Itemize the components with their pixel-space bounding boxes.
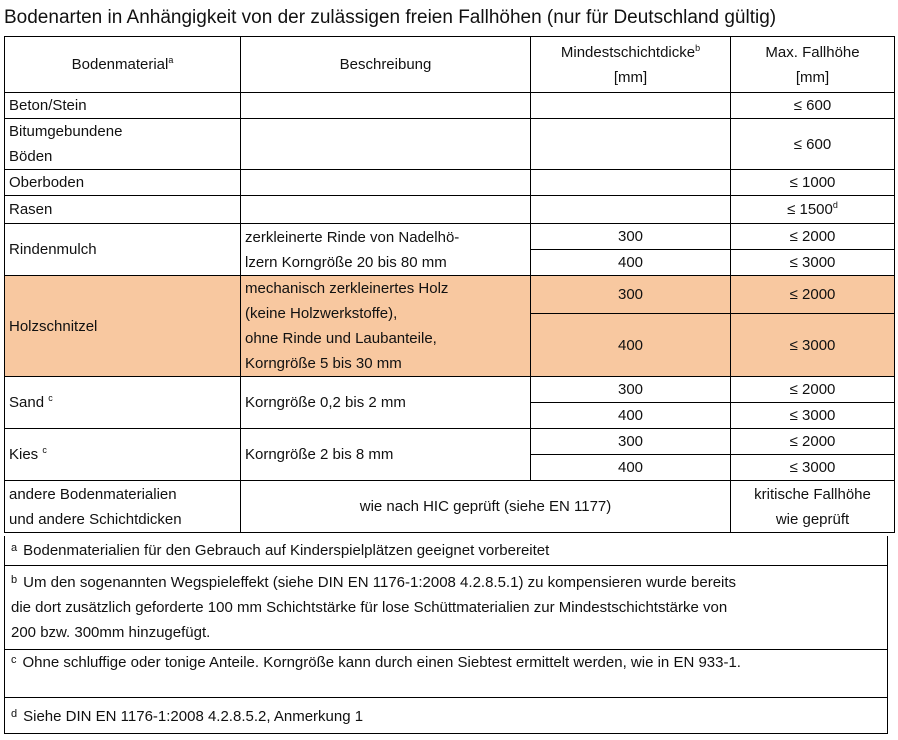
thickness-cell: 300 — [531, 224, 731, 250]
description-cell: Korngröße 0,2 bis 2 mm — [241, 377, 531, 429]
description-cell: mechanisch zerkleinertes Holz (keine Holzwerkstoffe), ohne Rinde und Laubanteile, Korngröße 5 bis 30 mm — [241, 276, 531, 377]
header-description: Beschreibung — [241, 37, 531, 93]
table-row — [5, 377, 895, 403]
material-cell: Sand $^c$ — [5, 377, 241, 429]
material-cell: Beton/Stein — [5, 93, 241, 119]
material-cell: Holzschnitzel — [5, 276, 241, 377]
height-cell: ≤ 3000 — [731, 314, 895, 377]
thickness-cell: 400 — [531, 314, 731, 377]
material-cell: Rasen — [5, 196, 241, 224]
description-cell: Korngröße 2 bis 8 mm — [241, 429, 531, 481]
height-cell: ≤ 3000 — [731, 403, 895, 429]
material-cell: Rindenmulch — [5, 224, 241, 276]
soil-table — [4, 36, 895, 533]
header-row — [5, 37, 895, 93]
height-cell: ≤ 2000 — [731, 429, 895, 455]
table-row — [5, 196, 895, 224]
material-cell: Oberboden — [5, 170, 241, 196]
height-cell: ≤ 2000 — [731, 276, 895, 314]
height-cell: ≤ $1500^d$ — [731, 196, 895, 224]
thickness-cell: 400 — [531, 455, 731, 481]
thickness-cell: 300 — [531, 377, 731, 403]
material-cell: Kies $^c$ — [5, 429, 241, 481]
height-cell: ≤ 2000 — [731, 224, 895, 250]
table-row — [5, 429, 895, 455]
thickness-cell: 400 — [531, 250, 731, 276]
thickness-cell: 400 — [531, 403, 731, 429]
footnote-a: $^a$ Bodenmaterialien für den Gebrauch auf Kinderspielplätzen geeignet vorbereitet — [4, 536, 888, 566]
description-cell: zerkleinerte Rinde von Nadelhö- lzern Korngröße 20 bis 80 mm — [241, 224, 531, 276]
thickness-cell: 300 — [531, 276, 731, 314]
table-row — [5, 481, 895, 533]
material-cell: andere Bodenmaterialien und andere Schichtdicken — [5, 481, 241, 533]
height-cell: ≤ 3000 — [731, 250, 895, 276]
table-row — [5, 119, 895, 170]
material-cell: Bitumgebundene Böden — [5, 119, 241, 170]
height-cell: ≤ 3000 — [731, 455, 895, 481]
footnote-b: $^b$ Um den sogenannten Wegspieleffekt (siehe DIN EN 1176-1:2008 4.2.8.5.1) zu kompensieren wurde bereits die dort zusätzlich geforderte 100 mm Schichtstärke für lose Schüttmaterialien zur Mindestschichtstärke von 200 bzw. 300mm hinzugefügt. — [4, 566, 888, 650]
table-row — [5, 170, 895, 196]
table-row — [5, 93, 895, 119]
height-cell: ≤ 1000 — [731, 170, 895, 196]
table-row — [5, 224, 895, 250]
header-material: Bodenmaterial$^a$ — [5, 37, 241, 93]
footnote-d: $^d$ Siehe DIN EN 1176-1:2008 4.2.8.5.2, Anmerkung 1 — [4, 698, 888, 734]
height-cell: ≤ 2000 — [731, 377, 895, 403]
height-cell: kritische Fallhöhe wie geprüft — [731, 481, 895, 533]
header-thickness: Mindestschichtdicke$^b$ [mm] — [531, 37, 731, 93]
table-title: Bodenarten in Anhängigkeit von der zulässigen freien Fallhöhen (nur für Deutschland gültig) — [4, 7, 777, 28]
height-cell: ≤ 600 — [731, 93, 895, 119]
header-height: Max. Fallhöhe [mm] — [731, 37, 895, 93]
table-row-highlighted — [5, 276, 895, 314]
thickness-cell: 300 — [531, 429, 731, 455]
description-cell: wie nach HIC geprüft (siehe EN 1177) — [241, 481, 731, 533]
footnote-c: $^c$ Ohne schluffige oder tonige Anteile. Korngröße kann durch einen Siebtest ermittelt werden, wie in EN 933-1. — [4, 650, 888, 698]
height-cell: ≤ 600 — [731, 119, 895, 170]
